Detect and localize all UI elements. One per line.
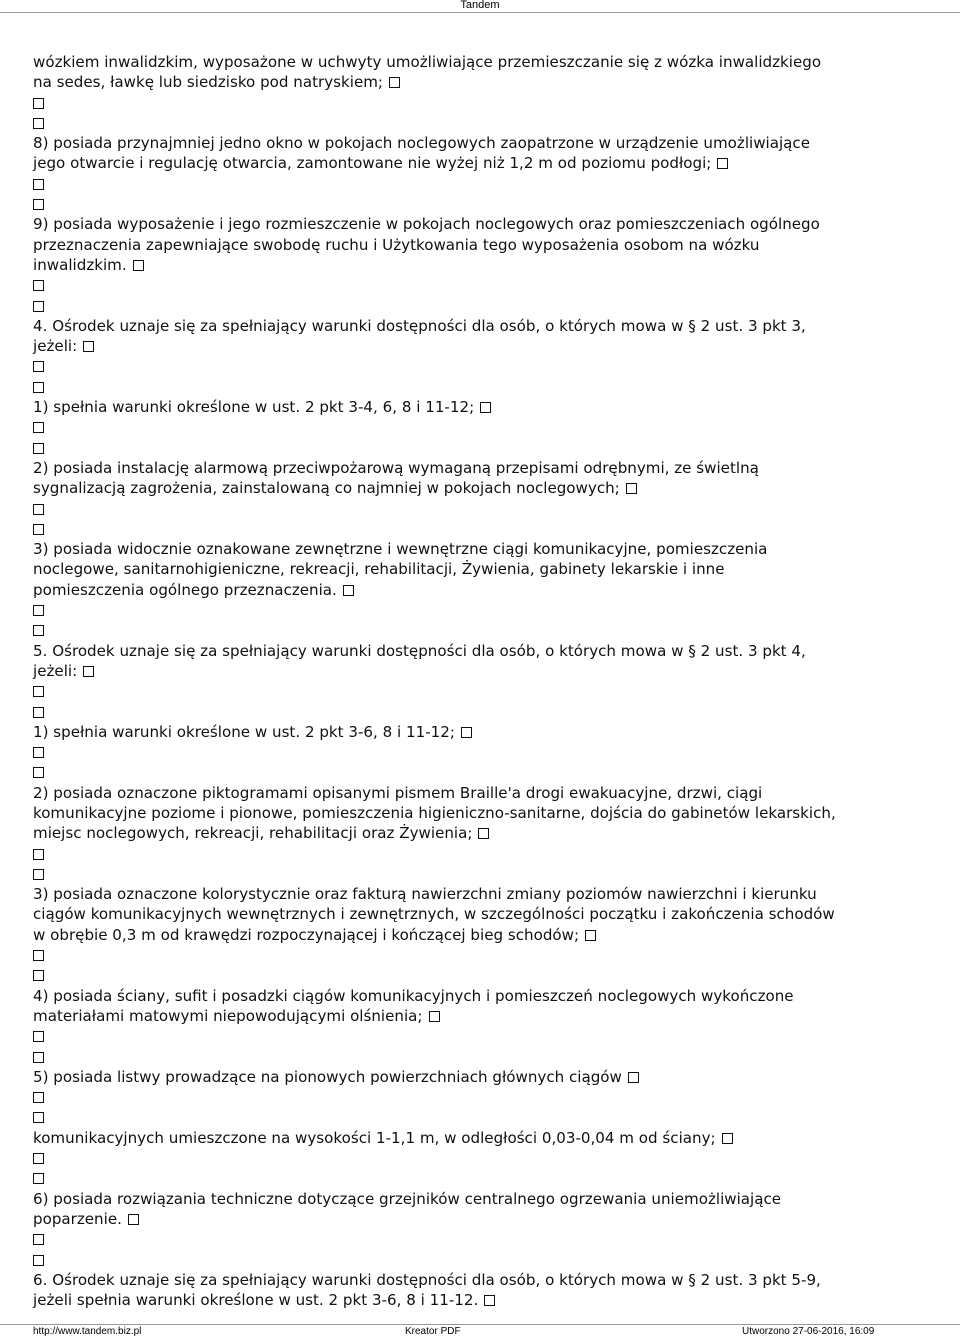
missing-glyph-box-icon xyxy=(33,1255,44,1266)
missing-glyph-box-icon xyxy=(83,341,94,352)
glyph-placeholder-line xyxy=(33,1229,933,1249)
glyph-placeholder-line xyxy=(33,1107,933,1127)
header-title: Tandem xyxy=(460,0,500,11)
missing-glyph-box-icon xyxy=(33,382,44,393)
glyph-placeholder-line xyxy=(33,702,933,722)
missing-glyph-box-icon xyxy=(389,77,400,88)
missing-glyph-box-icon xyxy=(478,828,489,839)
missing-glyph-box-icon xyxy=(33,869,44,880)
line-text: 3) posiada oznaczone kolorystycznie oraz fakturą nawierzchni zmiany poziomów nawierzchni i kierunku xyxy=(33,885,817,904)
missing-glyph-box-icon xyxy=(33,849,44,860)
line-text: 4. Ośrodek uznaje się za spełniający warunki dostępności dla osób, o których mowa w § 2 ust. 3 pkt 3, xyxy=(33,316,806,335)
missing-glyph-box-icon xyxy=(343,585,354,596)
missing-glyph-box-icon xyxy=(33,280,44,291)
missing-glyph-box-icon xyxy=(33,747,44,758)
line-text: 5. Ośrodek uznaje się za spełniający warunki dostępności dla osób, o których mowa w § 2 ust. 3 pkt 4, xyxy=(33,641,806,660)
line-text: jego otwarcie i regulację otwarcia, zamontowane nie wyżej niż 1,2 m od poziomu podłogi; xyxy=(33,154,712,173)
text-line xyxy=(33,580,933,600)
missing-glyph-box-icon xyxy=(33,707,44,718)
glyph-placeholder-line xyxy=(33,194,933,214)
missing-glyph-box-icon xyxy=(33,443,44,454)
text-line xyxy=(33,52,933,72)
missing-glyph-box-icon xyxy=(33,524,44,535)
paragraph xyxy=(33,884,933,945)
paragraph xyxy=(33,722,933,742)
missing-glyph-box-icon xyxy=(33,625,44,636)
missing-glyph-box-icon xyxy=(33,1031,44,1042)
paragraph xyxy=(33,52,933,93)
text-line xyxy=(33,153,933,173)
line-text: pomieszczenia ogólnego przeznaczenia. xyxy=(33,580,337,599)
paragraph xyxy=(33,397,933,417)
footer-divider xyxy=(0,1324,960,1325)
missing-glyph-box-icon xyxy=(429,1011,440,1022)
text-line xyxy=(33,884,933,904)
glyph-placeholder-line xyxy=(33,1087,933,1107)
missing-glyph-box-icon xyxy=(33,199,44,210)
line-text: 8) posiada przynajmniej jedno okno w pokojach noclegowych zaopatrzone w urządzenie umożliwiające xyxy=(33,134,811,153)
line-text: materiałami matowymi niepowodującymi olśnienia; xyxy=(33,1006,423,1025)
text-line xyxy=(33,539,933,559)
paragraph xyxy=(33,783,933,844)
glyph-placeholder-line xyxy=(33,762,933,782)
glyph-placeholder-line xyxy=(33,174,933,194)
text-line xyxy=(33,1189,933,1209)
text-line xyxy=(33,559,933,579)
line-text: 6. Ośrodek uznaje się za spełniający warunki dostępności dla osób, o których mowa w § 2 ust. 3 pkt 5-9, xyxy=(33,1270,821,1289)
missing-glyph-box-icon xyxy=(33,361,44,372)
glyph-placeholder-line xyxy=(33,600,933,620)
text-line xyxy=(33,925,933,945)
line-text: noclegowe, sanitarnohigieniczne, rekreacji, rehabilitacji, Żywienia, gabinety lekarskie i inne xyxy=(33,560,725,579)
text-line xyxy=(33,1209,933,1229)
missing-glyph-box-icon xyxy=(33,422,44,433)
text-line xyxy=(33,478,933,498)
missing-glyph-box-icon xyxy=(128,1214,139,1225)
document-body xyxy=(33,52,933,1310)
line-text: komunikacyjne poziome i pionowe, pomieszczenia higieniczno-sanitarne, dojścia do gabinetów lekarskich, xyxy=(33,803,836,822)
text-line xyxy=(33,1067,933,1087)
line-text: 9) posiada wyposażenie i jego rozmieszczenie w pokojach noclegowych oraz pomieszczeniach ogólnego xyxy=(33,215,820,234)
glyph-placeholder-line xyxy=(33,499,933,519)
glyph-placeholder-line xyxy=(33,113,933,133)
paragraph xyxy=(33,1128,933,1148)
missing-glyph-box-icon xyxy=(33,1092,44,1103)
paragraph xyxy=(33,1189,933,1230)
text-line xyxy=(33,255,933,275)
missing-glyph-box-icon xyxy=(628,1072,639,1083)
glyph-placeholder-line xyxy=(33,620,933,640)
line-text: przeznaczenia zapewniające swobodę ruchu i Użytkowania tego wyposażenia osobom na wózku xyxy=(33,235,760,254)
line-text: miejsc noclegowych, rekreacji, rehabilitacji oraz Żywienia; xyxy=(33,824,473,843)
missing-glyph-box-icon xyxy=(133,260,144,271)
glyph-placeholder-line xyxy=(33,945,933,965)
glyph-placeholder-line xyxy=(33,1148,933,1168)
missing-glyph-box-icon xyxy=(480,402,491,413)
paragraph xyxy=(33,539,933,600)
glyph-placeholder-line xyxy=(33,438,933,458)
paragraph xyxy=(33,641,933,682)
glyph-placeholder-line xyxy=(33,275,933,295)
line-text: w obrębie 0,3 m od krawędzi rozpoczynającej i kończącej bieg schodów; xyxy=(33,925,580,944)
paragraph xyxy=(33,133,933,174)
missing-glyph-box-icon xyxy=(626,483,637,494)
text-line xyxy=(33,336,933,356)
missing-glyph-box-icon xyxy=(33,1052,44,1063)
missing-glyph-box-icon xyxy=(33,1234,44,1245)
glyph-placeholder-line xyxy=(33,417,933,437)
glyph-placeholder-line xyxy=(33,965,933,985)
text-line xyxy=(33,133,933,153)
paragraph xyxy=(33,458,933,499)
header-divider xyxy=(0,12,960,13)
text-line xyxy=(33,214,933,234)
line-text: jeżeli: xyxy=(33,337,78,356)
text-line xyxy=(33,316,933,336)
missing-glyph-box-icon xyxy=(33,767,44,778)
glyph-placeholder-line xyxy=(33,1047,933,1067)
text-line xyxy=(33,1006,933,1026)
line-text: 2) posiada instalację alarmową przeciwpożarową wymaganą przepisami odrębnymi, ze świetlną xyxy=(33,458,759,477)
text-line xyxy=(33,235,933,255)
text-line xyxy=(33,641,933,661)
glyph-placeholder-line xyxy=(33,93,933,113)
line-text: ciągów komunikacyjnych wewnętrznych i zewnętrznych, w szczególności początku i zakończenia schodów xyxy=(33,905,835,924)
missing-glyph-box-icon xyxy=(33,950,44,961)
missing-glyph-box-icon xyxy=(33,504,44,515)
missing-glyph-box-icon xyxy=(33,1173,44,1184)
missing-glyph-box-icon xyxy=(33,970,44,981)
glyph-placeholder-line xyxy=(33,742,933,762)
glyph-placeholder-line xyxy=(33,377,933,397)
text-line xyxy=(33,458,933,478)
line-text: wózkiem inwalidzkim, wyposażone w uchwyty umożliwiające przemieszczanie się z wózka inwalidzkiego xyxy=(33,53,822,71)
line-text: inwalidzkim. xyxy=(33,255,127,274)
paragraph xyxy=(33,1067,933,1087)
paragraph xyxy=(33,214,933,275)
line-text: 4) posiada ściany, sufit i posadzki ciągów komunikacyjnych i pomieszczeń noclegowych wykończone xyxy=(33,986,794,1005)
line-text: 1) spełnia warunki określone w ust. 2 pkt 3-6, 8 i 11-12; xyxy=(33,722,455,741)
paragraph xyxy=(33,986,933,1027)
line-text: poparzenie. xyxy=(33,1209,122,1228)
text-line xyxy=(33,661,933,681)
missing-glyph-box-icon xyxy=(33,118,44,129)
missing-glyph-box-icon xyxy=(585,930,596,941)
missing-glyph-box-icon xyxy=(484,1295,495,1306)
text-line xyxy=(33,823,933,843)
footer-generator: Kreator PDF xyxy=(405,1326,461,1337)
missing-glyph-box-icon xyxy=(717,158,728,169)
text-line xyxy=(33,1128,933,1148)
line-text: sygnalizacją zagrożenia, zainstalowaną co najmniej w pokojach noclegowych; xyxy=(33,479,620,498)
glyph-placeholder-line xyxy=(33,844,933,864)
line-text: jeżeli: xyxy=(33,661,78,680)
text-line xyxy=(33,904,933,924)
footer-created: Utworzono 27-06-2016, 16:09 xyxy=(742,1326,875,1337)
missing-glyph-box-icon xyxy=(33,98,44,109)
glyph-placeholder-line xyxy=(33,519,933,539)
text-line xyxy=(33,986,933,1006)
paragraph xyxy=(33,316,933,357)
missing-glyph-box-icon xyxy=(83,666,94,677)
text-line xyxy=(33,1270,933,1290)
missing-glyph-box-icon xyxy=(722,1133,733,1144)
missing-glyph-box-icon xyxy=(461,727,472,738)
glyph-placeholder-line xyxy=(33,681,933,701)
line-text: 3) posiada widocznie oznakowane zewnętrzne i wewnętrzne ciągi komunikacyjne, pomieszczenia xyxy=(33,540,768,559)
missing-glyph-box-icon xyxy=(33,179,44,190)
glyph-placeholder-line xyxy=(33,1250,933,1270)
text-line xyxy=(33,803,933,823)
missing-glyph-box-icon xyxy=(33,686,44,697)
line-text: 1) spełnia warunki określone w ust. 2 pkt 3-4, 6, 8 i 11-12; xyxy=(33,398,475,417)
text-line xyxy=(33,783,933,803)
text-line xyxy=(33,1290,933,1310)
page-footer xyxy=(0,1326,960,1338)
footer-url: http://www.tandem.biz.pl xyxy=(33,1326,142,1337)
paragraph xyxy=(33,1270,933,1311)
glyph-placeholder-line xyxy=(33,1026,933,1046)
line-text: 5) posiada listwy prowadzące na pionowych powierzchniach głównych ciągów xyxy=(33,1067,622,1086)
missing-glyph-box-icon xyxy=(33,605,44,616)
glyph-placeholder-line xyxy=(33,864,933,884)
text-line xyxy=(33,722,933,742)
missing-glyph-box-icon xyxy=(33,1112,44,1123)
line-text: komunikacyjnych umieszczone na wysokości 1-1,1 m, w odległości 0,03-0,04 m od ściany; xyxy=(33,1128,716,1147)
line-text: 6) posiada rozwiązania techniczne dotyczące grzejników centralnego ogrzewania uniemożliwiające xyxy=(33,1189,782,1208)
glyph-placeholder-line xyxy=(33,356,933,376)
line-text: 2) posiada oznaczone piktogramami opisanymi pismem Braille'a drogi ewakuacyjne, drzwi, ciągi xyxy=(33,783,763,802)
text-line xyxy=(33,397,933,417)
glyph-placeholder-line xyxy=(33,296,933,316)
missing-glyph-box-icon xyxy=(33,1153,44,1164)
line-text: na sedes, ławkę lub siedzisko pod natryskiem; xyxy=(33,73,384,92)
missing-glyph-box-icon xyxy=(33,301,44,312)
line-text: jeżeli spełnia warunki określone w ust. 2 pkt 3-6, 8 i 11-12. xyxy=(33,1291,479,1310)
text-line xyxy=(33,72,933,92)
glyph-placeholder-line xyxy=(33,1168,933,1188)
